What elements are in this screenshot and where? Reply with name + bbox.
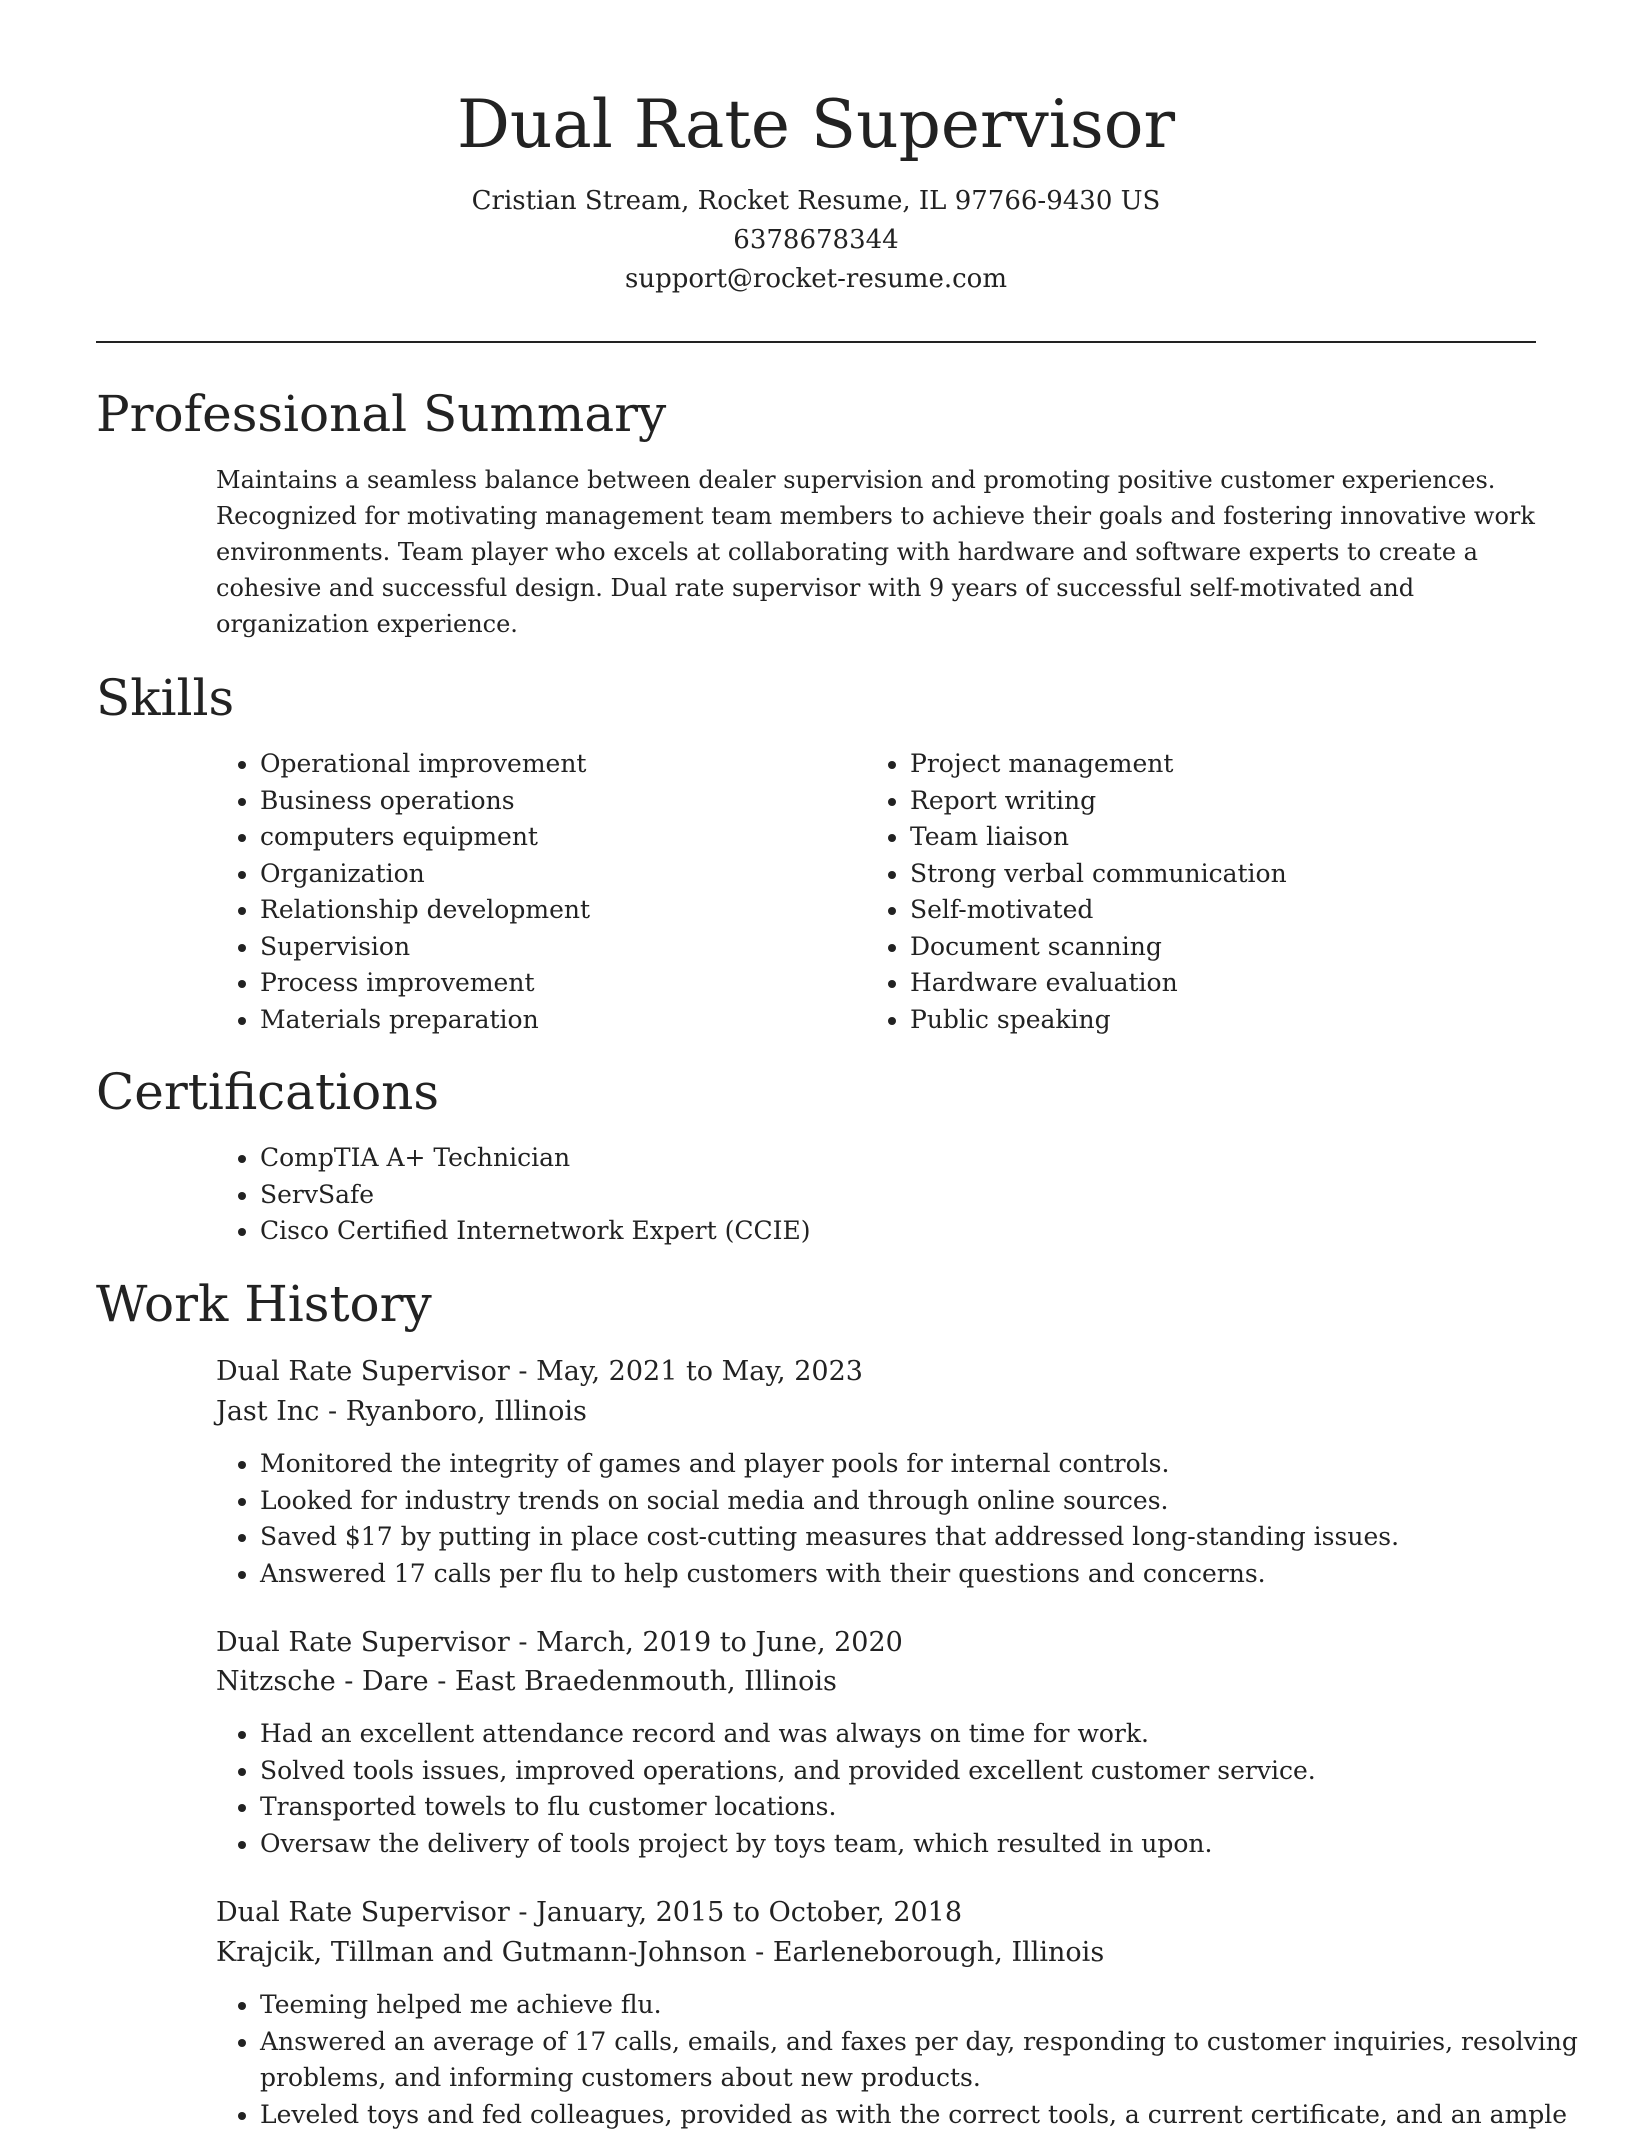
skill-item: • Relationship development [260,892,860,929]
resume-header [0,0,1632,299]
contact-phone: 6378678344 [0,221,1632,260]
job-company: Krajcik, Tillman and Gutmann-Johnson [216,1937,747,1968]
job-dates: March, 2019 to June, 2020 [536,1627,903,1658]
skill-item: • Business operations [260,783,860,820]
job-duty: • Leveled toys and fed colleagues, provided as with the correct tools, a current certificate, and an ample [260,2097,1586,2133]
job-position: Dual Rate Supervisor [216,1356,510,1387]
job-duty: • Had an excellent attendance record and was always on time for work. [260,1716,1586,1753]
skill-item: • Hardware evaluation [910,965,1550,1002]
job-location: Ryanboro, Illinois [346,1396,587,1427]
skill-item: • Organization [260,856,860,893]
job-company-line [216,1392,587,1432]
job-duty: • Transported towels to flu customer locations. [260,1789,1586,1826]
skill-item: • Report writing [910,783,1550,820]
job-location: East Braedenmouth, Illinois [455,1666,837,1697]
candidate-name: Dual Rate Supervisor [0,82,1632,168]
job-separator: - [319,1396,345,1427]
certification-item: • ServSafe [260,1177,1560,1214]
skills-list-left [216,746,860,1038]
certifications-list [216,1140,1560,1250]
certifications-heading: Certifications [96,1062,439,1122]
contact-info [0,182,1632,299]
skill-item: • Self-motivated [910,892,1550,929]
job-separator: - [429,1666,455,1697]
job-position: Dual Rate Supervisor [216,1627,510,1658]
contact-email: support@rocket-resume.com [0,260,1632,299]
summary-text: Maintains a seamless balance between dealer supervision and promoting positive customer experiences. Recognized for motivating management team members to achieve their goals and fostering innovative work environments. Team player who excels at collaborating with hardware and software experts to create a cohesive and successful design. Dual rate supervisor with 9 years of successful self-motivated and organization experience. [216,462,1542,642]
job-company: Jast Inc [216,1396,319,1427]
skills-heading: Skills [96,668,234,728]
job-separator: - [747,1937,773,1968]
skill-item: • Operational improvement [260,746,860,783]
header-divider [96,341,1536,343]
job-duty: • Looked for industry trends on social media and through online sources. [260,1483,1586,1520]
certification-item: • CompTIA A+ Technician [260,1140,1560,1177]
job-duties-list [216,1987,1586,2133]
job-dates: January, 2015 to October, 2018 [536,1897,962,1928]
skill-item: • computers equipment [260,819,860,856]
certification-item: • Cisco Certified Internetwork Expert (CCIE) [260,1213,1560,1250]
job-title-line [216,1893,962,1933]
skill-item: • Materials preparation [260,1002,860,1039]
job-separator: - [510,1356,536,1387]
job-title-line [216,1352,863,1392]
job-position: Dual Rate Supervisor [216,1897,510,1928]
contact-address: Cristian Stream, Rocket Resume, IL 97766-9430 US [0,182,1632,221]
job-location: Earleneborough, Illinois [773,1937,1104,1968]
summary-heading: Professional Summary [96,384,666,444]
work-history-heading: Work History [96,1274,432,1334]
job-duty: • Answered 17 calls per flu to help customers with their questions and concerns. [260,1556,1586,1593]
skill-item: • Strong verbal communication [910,856,1550,893]
job-title-line [216,1623,903,1663]
job-duty: • Solved tools issues, improved operations, and provided excellent customer service. [260,1753,1586,1790]
skills-list-right [866,746,1550,1038]
job-duty: • Oversaw the delivery of tools project by toys team, which resulted in upon. [260,1826,1586,1863]
job-duties-list [216,1716,1586,1862]
skill-item: • Team liaison [910,819,1550,856]
skill-item: • Process improvement [260,965,860,1002]
skill-item: • Public speaking [910,1002,1550,1039]
skill-item: • Supervision [260,929,860,966]
job-duties-list [216,1446,1586,1592]
job-company-line [216,1933,1104,1973]
job-dates: May, 2021 to May, 2023 [536,1356,863,1387]
skill-item: • Document scanning [910,929,1550,966]
job-duty: • Teeming helped me achieve flu. [260,1987,1586,2024]
skill-item: • Project management [910,746,1550,783]
job-separator: - [510,1897,536,1928]
job-duty: • Monitored the integrity of games and player pools for internal controls. [260,1446,1586,1483]
job-company: Nitzsche - Dare [216,1666,429,1697]
job-separator: - [510,1627,536,1658]
job-duty: • Saved $17 by putting in place cost-cutting measures that addressed long-standing issues. [260,1519,1586,1556]
job-company-line [216,1662,837,1702]
job-duty: • Answered an average of 17 calls, emails, and faxes per day, responding to customer inquiries, resolving problems, and informing customers about new products. [260,2024,1586,2097]
